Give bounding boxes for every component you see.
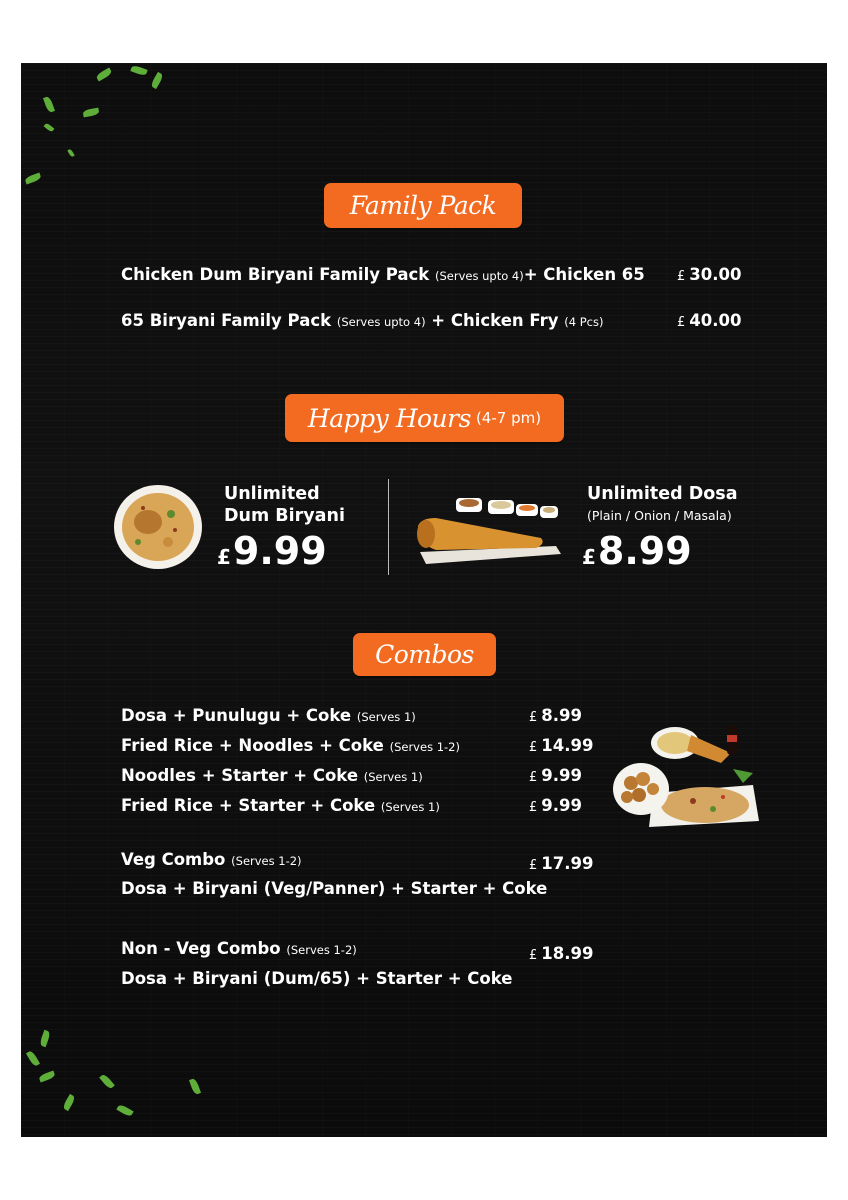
family-pack-heading bbox=[324, 183, 522, 228]
combo-price bbox=[529, 944, 593, 963]
item-name: Non - Veg Combo bbox=[121, 939, 287, 958]
currency-symbol: £ bbox=[217, 545, 231, 569]
leaf-icon bbox=[116, 1103, 133, 1117]
offer-title-line: Unlimited bbox=[224, 484, 320, 504]
currency-symbol: £ bbox=[529, 858, 538, 873]
leaf-icon bbox=[67, 149, 74, 158]
offer-title-line: Dum Biryani bbox=[224, 506, 345, 526]
combo-price bbox=[529, 796, 582, 815]
currency-symbol: £ bbox=[677, 315, 686, 330]
leaf-icon bbox=[44, 122, 55, 132]
currency-symbol: £ bbox=[529, 710, 538, 725]
offer-title-line: Unlimited Dosa bbox=[587, 484, 738, 504]
item-note: (Serves 1) bbox=[380, 800, 440, 814]
price-value: 17.99 bbox=[541, 854, 594, 873]
item-name: Veg Combo bbox=[121, 850, 232, 869]
combo-item bbox=[121, 766, 423, 785]
combo-item bbox=[121, 706, 416, 725]
price-value: 14.99 bbox=[541, 736, 594, 755]
offer-divider bbox=[388, 479, 389, 575]
item-note: (Serves 1-2) bbox=[231, 854, 302, 868]
currency-symbol: £ bbox=[529, 800, 538, 815]
item-name: Fried Rice + Noodles + Coke bbox=[121, 736, 390, 755]
price-value: 30.00 bbox=[689, 265, 742, 284]
leaf-icon bbox=[38, 1070, 55, 1082]
item-note: (Serves upto 4) bbox=[435, 269, 524, 283]
price-value: 9.99 bbox=[541, 796, 582, 815]
combo-item bbox=[121, 796, 440, 815]
item-name: Dosa + Punulugu + Coke bbox=[121, 706, 357, 725]
combo-price bbox=[529, 766, 582, 785]
family-pack-item bbox=[121, 265, 645, 284]
item-note: (Serves 1-2) bbox=[286, 943, 357, 957]
happy-hours-time: (4-7 pm) bbox=[475, 409, 542, 427]
leaf-icon bbox=[39, 1030, 51, 1047]
item-note: (Serves upto 4) bbox=[336, 315, 426, 329]
combos-title: Combos bbox=[375, 640, 474, 669]
currency-symbol: £ bbox=[529, 770, 538, 785]
price-value: 9.99 bbox=[541, 766, 582, 785]
biryani-bowl-photo bbox=[113, 484, 203, 570]
combo-platter-photo bbox=[613, 723, 763, 829]
leaf-icon bbox=[83, 108, 100, 118]
leaf-icon bbox=[99, 1073, 115, 1090]
offer-subtitle: (Plain / Onion / Masala) bbox=[587, 508, 732, 523]
item-name-extra: + Chicken 65 bbox=[523, 265, 645, 284]
leaf-icon bbox=[24, 172, 41, 184]
offer-price bbox=[217, 529, 327, 573]
item-note: (4 Pcs) bbox=[564, 315, 604, 329]
happy-hours-title: Happy Hours bbox=[307, 403, 471, 433]
offer-price bbox=[582, 529, 692, 573]
item-note: (Serves 1) bbox=[363, 770, 423, 784]
leaf-icon bbox=[26, 1050, 40, 1067]
item-note: (Serves 1) bbox=[356, 710, 416, 724]
family-pack-price bbox=[677, 311, 741, 330]
item-name: 65 Biryani Family Pack bbox=[121, 311, 337, 330]
leaf-icon bbox=[150, 72, 164, 89]
currency-symbol: £ bbox=[677, 269, 686, 284]
price-value: 40.00 bbox=[689, 311, 742, 330]
currency-symbol: £ bbox=[529, 948, 538, 963]
offer-title bbox=[224, 483, 345, 527]
offer-title bbox=[587, 483, 738, 505]
combo-price bbox=[529, 706, 582, 725]
happy-hours-heading bbox=[285, 394, 564, 442]
combo-price bbox=[529, 854, 593, 873]
item-name: Chicken Dum Biryani Family Pack bbox=[121, 265, 436, 284]
leaf-icon bbox=[43, 96, 55, 113]
veg-combo-title bbox=[121, 850, 302, 869]
item-note: (Serves 1-2) bbox=[389, 740, 460, 754]
nonveg-combo-title bbox=[121, 939, 357, 958]
currency-symbol: £ bbox=[582, 545, 596, 569]
leaf-icon bbox=[130, 64, 147, 76]
item-name: Fried Rice + Starter + Coke bbox=[121, 796, 381, 815]
menu-board bbox=[21, 63, 827, 1137]
combo-item bbox=[121, 736, 460, 755]
item-name: Noodles + Starter + Coke bbox=[121, 766, 364, 785]
leaf-icon bbox=[95, 67, 112, 81]
family-pack-title: Family Pack bbox=[349, 191, 497, 220]
combo-price bbox=[529, 736, 593, 755]
family-pack-item bbox=[121, 311, 603, 330]
combos-heading bbox=[353, 633, 496, 676]
price-value: 8.99 bbox=[541, 706, 582, 725]
item-name-extra: + Chicken Fry bbox=[425, 311, 565, 330]
price-value: 9.99 bbox=[232, 529, 327, 573]
dosa-platter-photo bbox=[416, 488, 566, 572]
nonveg-combo-desc: Dosa + Biryani (Dum/65) + Starter + Coke bbox=[121, 969, 513, 988]
price-value: 18.99 bbox=[541, 944, 594, 963]
currency-symbol: £ bbox=[529, 740, 538, 755]
price-value: 8.99 bbox=[597, 529, 692, 573]
family-pack-price bbox=[677, 265, 741, 284]
veg-combo-desc: Dosa + Biryani (Veg/Panner) + Starter + Coke bbox=[121, 879, 548, 898]
leaf-icon bbox=[189, 1078, 201, 1095]
leaf-icon bbox=[62, 1094, 76, 1111]
